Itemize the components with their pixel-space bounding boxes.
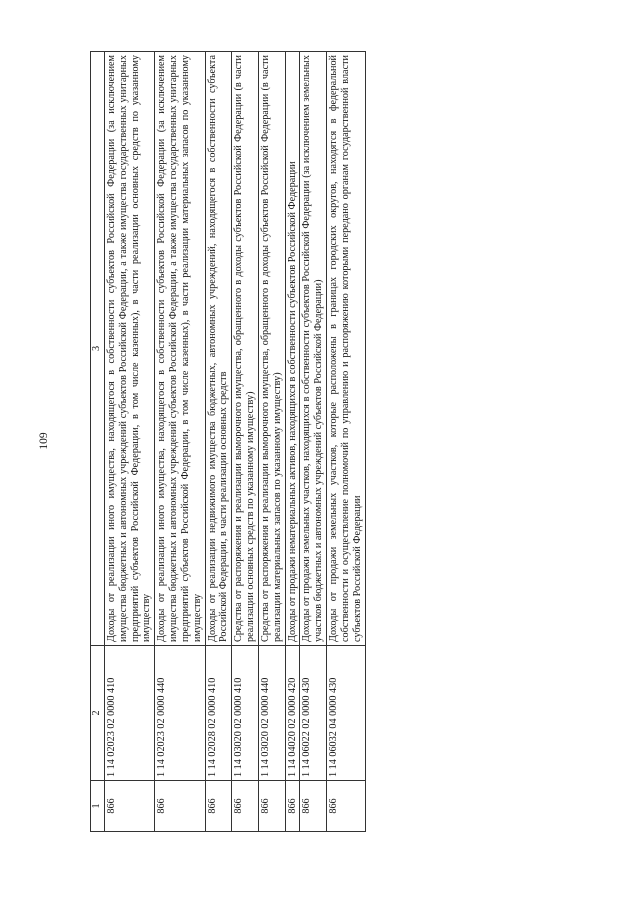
table-body xyxy=(105,52,366,832)
kbk-code-cell: 1 14 06032 04 0000 430 xyxy=(327,646,365,781)
kbk-code-cell: 1 14 02023 02 0000 440 xyxy=(155,646,205,781)
admin-code-cell: 866 xyxy=(105,781,155,832)
revenue-codes-table xyxy=(90,51,366,832)
table-row xyxy=(232,52,259,832)
table-row xyxy=(300,52,327,832)
description-cell: Доходы от реализации недвижимого имущества бюджетных, автономных учреждений, находящегося в собственности субъекта Российской Федерации, в части реализации основных средств xyxy=(205,52,232,646)
table-row xyxy=(205,52,232,832)
description-cell: Доходы от продажи нематериальных активов, находящихся в собственности субъектов Российской Федерации xyxy=(285,52,300,646)
header-col-2: 2 xyxy=(91,646,105,781)
admin-code-cell: 866 xyxy=(327,781,365,832)
kbk-code-cell: 1 14 06022 02 0000 430 xyxy=(300,646,327,781)
description-cell: Доходы от реализации иного имущества, находящегося в собственности субъектов Российской Федерации (за исключением имущества бюджетных и автономных учреждений субъектов Российской Федерации, а также имущества государственных унитарных предприятий субъектов Российской Федерации, в том числе казенных), в части реализации материальных запасов по указанному имуществу xyxy=(155,52,205,646)
table-header xyxy=(91,52,105,832)
description-cell: Доходы от реализации иного имущества, находящегося в собственности субъектов Российской Федерации (за исключением имущества бюджетных и автономных учреждений субъектов Российской Федерации, а также имущества государственных унитарных предприятий субъектов Российской Федерации, в том числе казенных), в части реализации основных средств по указанному имуществу xyxy=(105,52,155,646)
description-cell: Средства от распоряжения и реализации выморочного имущества, обращенного в доходы субъектов Российской Федерации (в части реализации основных средств по указанному имуществу) xyxy=(232,52,259,646)
kbk-code-cell: 1 14 02023 02 0000 410 xyxy=(105,646,155,781)
admin-code-cell: 866 xyxy=(285,781,300,832)
table-row xyxy=(258,52,285,832)
kbk-code-cell: 1 14 03020 02 0000 440 xyxy=(258,646,285,781)
kbk-code-cell: 1 14 02028 02 0000 410 xyxy=(205,646,232,781)
admin-code-cell: 866 xyxy=(155,781,205,832)
table-row xyxy=(285,52,300,832)
admin-code-cell: 866 xyxy=(258,781,285,832)
kbk-code-cell: 1 14 04020 02 0000 420 xyxy=(285,646,300,781)
admin-code-cell: 866 xyxy=(232,781,259,832)
admin-code-cell: 866 xyxy=(205,781,232,832)
table-row xyxy=(155,52,205,832)
kbk-code-cell: 1 14 03020 02 0000 410 xyxy=(232,646,259,781)
table-row xyxy=(327,52,365,832)
description-cell: Доходы от продажи земельных участков, находящихся в собственности субъектов Российской Федерации (за исключением земельных участков бюджетных и автономных учреждений субъектов Российской Федерации) xyxy=(300,52,327,646)
header-col-1: 1 xyxy=(91,781,105,832)
header-row xyxy=(91,52,105,832)
description-cell: Доходы от продажи земельных участков, которые расположены в границах городских округов, находятся в федеральной собственности и осуществление полномочий по управлению и распоряжению которыми передано органам государственной власти субъектов Российской Федерации xyxy=(327,52,365,646)
description-cell: Средства от распоряжения и реализации выморочного имущества, обращенного в доходы субъектов Российской Федерации (в части реализации материальных запасов по указанному имуществу) xyxy=(258,52,285,646)
page-number: 109 xyxy=(38,432,50,450)
table-row xyxy=(105,52,155,832)
header-col-3: 3 xyxy=(91,52,105,646)
admin-code-cell: 866 xyxy=(300,781,327,832)
rotated-table-container xyxy=(90,52,512,832)
